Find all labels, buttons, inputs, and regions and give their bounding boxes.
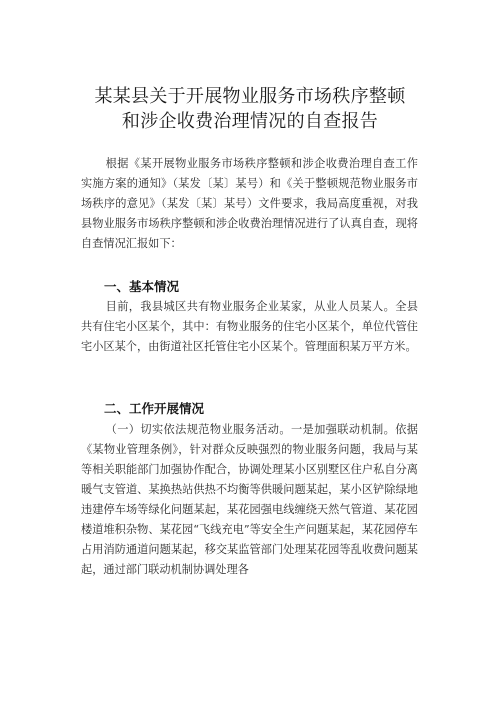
document-title-line-2: 和涉企收费治理情况的自查报告	[121, 111, 379, 132]
intro-paragraph: 根据《某开展物业服务市场秩序整顿和涉企收费治理自查工作实施方案的通知》（某发〔某〕某号）和《关于整顿规范物业服务市场秩序的意见》（某发〔某〕某号）文件要求，我局高度重视，对我县物业服务市场秩序整顿和涉企收费治理情况进行了认真自查，现将自查情况汇报如下：	[81, 157, 418, 250]
document-title-line-1: 某某县关于开展物业服务市场秩序整顿	[94, 86, 406, 107]
section-heading-basic-info: 一、基本情况	[104, 279, 180, 294]
section-paragraph-basic-info: 目前，我县城区共有物业服务企业某家，从业人员某人。全县共有住宅小区某个，其中：有物业服务的住宅小区某个，单位代管住宅小区某个，由街道社区托管住宅小区某个。管理面积某万平方米。	[81, 300, 418, 353]
section-heading-work-progress: 二、工作开展情况	[104, 401, 205, 416]
section-paragraph-work-progress: （一）切实依法规范物业服务活动。一是加强联动机制。依据《某物业管理条例》，针对群众反映强烈的物业服务问题，我局与某等相关职能部门加强协作配合，协调处理某小区别墅区住户私自分离暖气支管道、某换热站供热不均衡等供暖问题某起，某小区铲除绿地违建停车场等绿化问题某起，某花园强电线缠绕天然气管道、某花园楼道堆积杂物、某花园“飞线充电”等安全生产问题某起，某花园停车占用消防通道问题某起，移交某监管部门处理某花园等乱收费问题某起，通过部门联动机制协调处理各	[81, 423, 418, 576]
